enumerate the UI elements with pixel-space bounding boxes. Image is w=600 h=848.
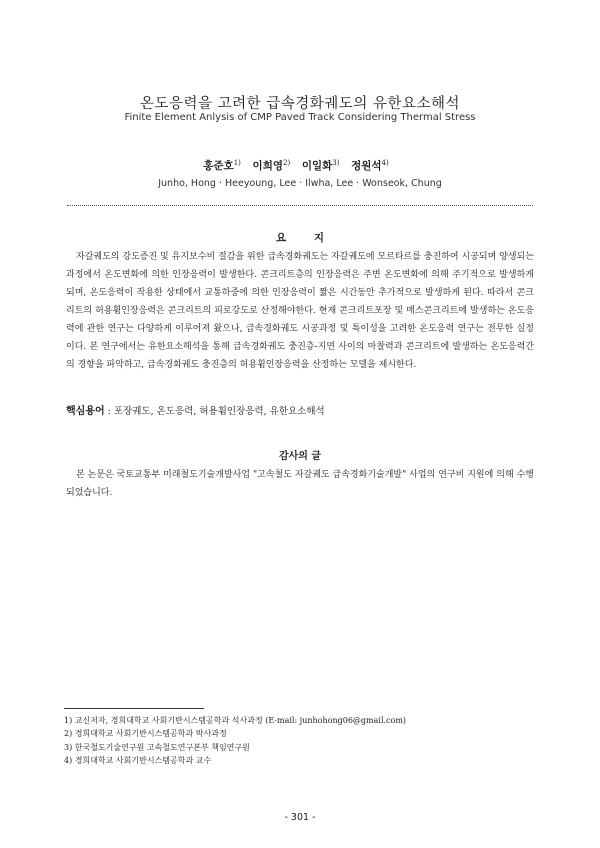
keywords-label: 핵심용어 [66,406,105,417]
author-name: 이일화 [301,160,333,172]
title-korean: 온도응력을 고려한 급속경화궤도의 유한요소해석 [140,96,460,112]
title-english: Finite Element Anlysis of CMP Paved Track Considering Thermal Stress [124,112,476,123]
acknowledgment-body: 본 논문은 국토교통부 미래철도기술개발사업 "고속철도 자갈궤도 급속경화기술개발" 사업의 연구비 지원에 의해 수행되었습니다. [66,470,534,498]
acknowledgment-heading: 감사의 글 [278,451,322,462]
footnote-divider [64,708,204,709]
keywords [66,402,534,417]
page-number: - 301 - [284,812,316,823]
abstract-body: 자갈궤도의 강도증진 및 유지보수비 절감을 위한 급속경화궤도는 자갈궤도에 모르타르를 충진하여 시공되며 양생되는 과정에서 온도변화에 의한 인장응력이 발생한다. 콘크리트층의 인장응력은 주변 온도변화에 의해 주기적으로 발생하게 되며, 온도응력이 작용한 상태에서 교통하중에 의한 인장응력이 짧은 시간동안 추가적으로 발생하게 된다. 따라서 콘크리트의 허용휨인장응력은 콘크리트의 피로강도로 산정해야한다. 현재 콘크리트포장 및 매스콘크리트에 발생하는 온도응력에 관한 연구는 다양하게 이루어져 왔으나, 급속경화궤도 시공과정 및 특이성을 고려한 온도응력 연구는 전무한 실정이다. 본 연구에서는 유한요소해석을 통해 급속경화궤도 충진층-지면 사이의 마찰력과 콘크리트에 발생하는 온도응력간의 경향을 파악하고, 급속경화궤도 충진층의 허용휨인장응력을 산정하는 모델을 제시한다. [66,252,534,370]
footnote-item: 1) 교신저자, 경희대학교 사회기반시스템공학과 석사과정 (E-mail: junhohong06@gmail.com) [64,716,407,725]
author-name: 정원석 [351,160,382,172]
footnote-item: 2) 경희대학교 사회기반시스템공학과 박사과정 [64,729,227,739]
footnotes [64,714,534,767]
footnote-item: 3) 한국철도기술연구원 고속철도연구본부 책임연구원 [64,742,250,752]
keywords-text: : 포장궤도, 온도응력, 허용휨인장응력, 유한요소해석 [104,406,325,417]
authors-english: Junho, Hong · Heeyoung, Lee · Ilwha, Lee · Wonseok, Chung [158,178,442,189]
section-divider [67,205,533,206]
author-name: 홍준호 [203,160,234,172]
abstract-heading: 요 지 [276,232,336,244]
author-name: 이희영 [252,160,283,172]
footnote-item: 4) 경희대학교 사회기반시스템공학과 교수 [64,755,212,765]
author-mark: 2) [282,158,291,167]
author-mark: 1) [233,158,241,167]
author-mark: 3) [332,158,340,167]
author-mark: 4) [381,158,389,167]
authors-korean [0,158,600,173]
